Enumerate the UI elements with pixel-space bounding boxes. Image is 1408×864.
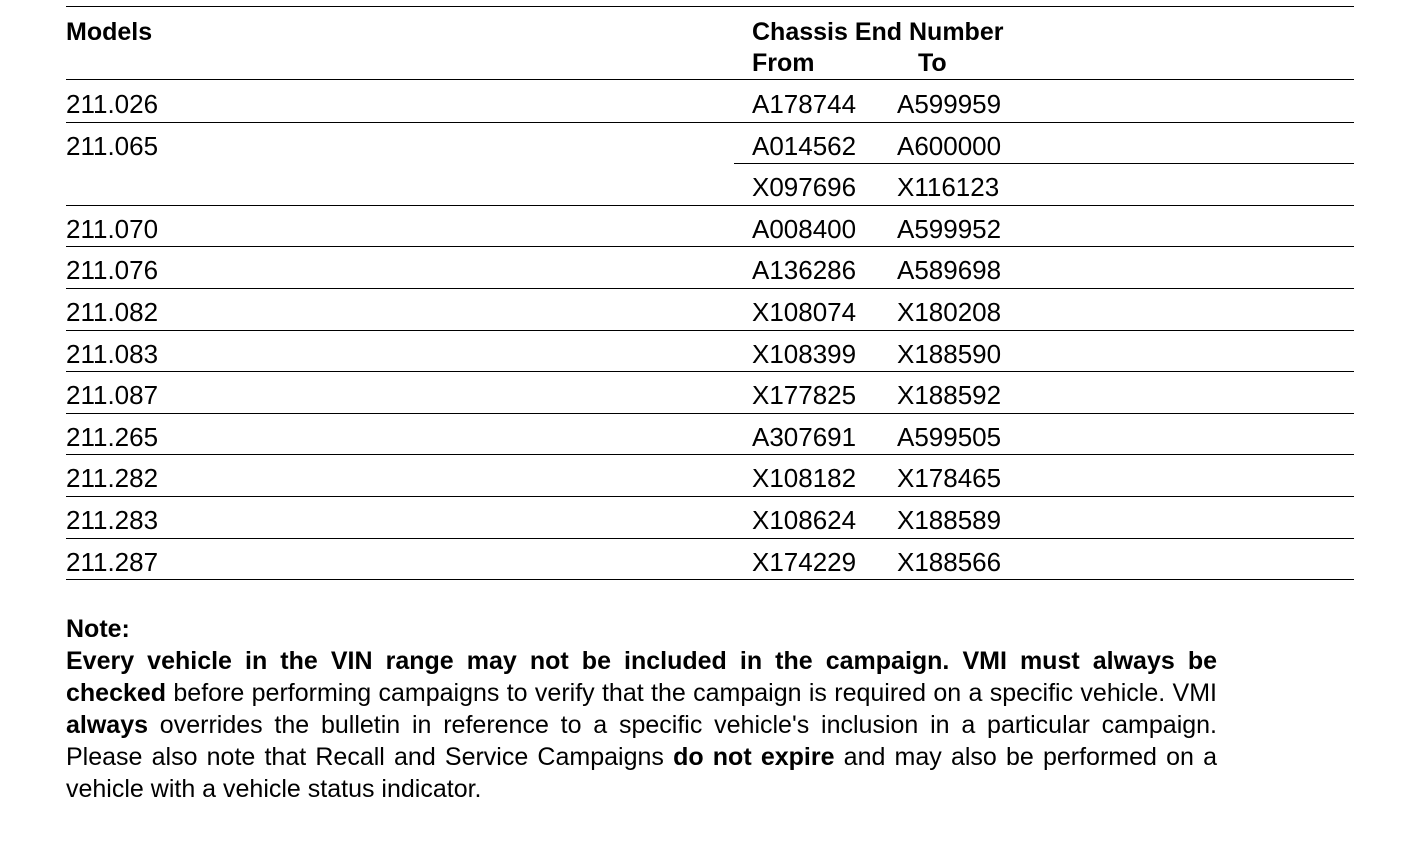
note-label: Note: bbox=[66, 615, 130, 643]
cell-to: X116123 bbox=[897, 172, 1000, 203]
cell-model: 211.065 bbox=[66, 130, 159, 161]
table-row bbox=[66, 497, 1354, 539]
cell-from: A307691 bbox=[752, 421, 857, 452]
note-bold-3: always bbox=[66, 711, 149, 739]
cell-model: 211.283 bbox=[66, 504, 159, 535]
cell-model: 211.070 bbox=[66, 213, 159, 244]
table-row bbox=[66, 123, 1354, 165]
cell-from: A136286 bbox=[752, 255, 857, 286]
table-row bbox=[66, 455, 1354, 497]
table-row bbox=[66, 372, 1354, 414]
cell-to: X180208 bbox=[897, 296, 1002, 327]
cell-from: X108399 bbox=[752, 338, 857, 369]
cell-from: X108624 bbox=[752, 504, 857, 535]
note-text-6: and may also be performed on a vehicle with a vehicle status indicator. bbox=[66, 743, 1217, 803]
cell-from: A178744 bbox=[752, 89, 857, 119]
table-row bbox=[66, 414, 1354, 456]
cell-model: 211.087 bbox=[66, 380, 159, 411]
cell-from: X177825 bbox=[752, 380, 857, 411]
cell-to: X188590 bbox=[897, 338, 1002, 369]
cell-from: X174229 bbox=[752, 546, 857, 577]
note-bold-5: do not expire bbox=[673, 743, 835, 771]
table-row bbox=[66, 81, 1354, 123]
cell-from: X108074 bbox=[752, 296, 857, 327]
cell-from: X097696 bbox=[752, 172, 857, 203]
row-rule bbox=[66, 579, 1354, 580]
cell-model: 211.287 bbox=[66, 546, 159, 577]
cell-from: A014562 bbox=[752, 130, 857, 161]
header-models: Models bbox=[66, 18, 153, 46]
table-row bbox=[66, 206, 1354, 248]
cell-to: A599952 bbox=[897, 213, 1002, 244]
cell-to: X188589 bbox=[897, 504, 1002, 535]
cell-model: 211.265 bbox=[66, 421, 159, 452]
cell-model: 211.026 bbox=[66, 89, 159, 119]
cell-model: 211.082 bbox=[66, 296, 159, 327]
cell-model: 211.076 bbox=[66, 255, 159, 286]
cell-to: A599959 bbox=[897, 89, 1002, 119]
table-row bbox=[66, 164, 1354, 206]
cell-to: A599505 bbox=[897, 421, 1002, 452]
cell-to: A589698 bbox=[897, 255, 1002, 286]
note-text-4: overrides the bulletin in reference to a specific vehicle's inclusion in a particular campaign. Please also note that Recall and Service Campaigns bbox=[66, 711, 1217, 771]
cell-to: X178465 bbox=[897, 463, 1002, 494]
cell-model: 211.282 bbox=[66, 463, 159, 494]
header-chassis-end-number: Chassis End Number bbox=[752, 18, 1004, 46]
header-to: To bbox=[918, 49, 947, 77]
table-body bbox=[66, 81, 1354, 580]
cell-model: 211.083 bbox=[66, 338, 159, 369]
note-text-2: before performing campaigns to verify that the campaign is required on a specific vehicle. VMI bbox=[166, 679, 1217, 707]
table-row bbox=[66, 247, 1354, 289]
table-row bbox=[66, 289, 1354, 331]
cell-to: X188592 bbox=[897, 380, 1002, 411]
note-section bbox=[66, 613, 1217, 805]
note-body bbox=[66, 645, 1217, 805]
top-rule bbox=[66, 6, 1354, 7]
cell-from: A008400 bbox=[752, 213, 857, 244]
table-row bbox=[66, 539, 1354, 581]
table-row bbox=[66, 331, 1354, 373]
table-header bbox=[66, 17, 1354, 80]
cell-from: X108182 bbox=[752, 463, 857, 494]
cell-to: X188566 bbox=[897, 546, 1002, 577]
note-bold-1: Every vehicle in the VIN range may not be included in the campaign. VMI must always be checked bbox=[66, 647, 1217, 707]
header-from: From bbox=[752, 49, 815, 77]
cell-to: A600000 bbox=[897, 130, 1002, 161]
